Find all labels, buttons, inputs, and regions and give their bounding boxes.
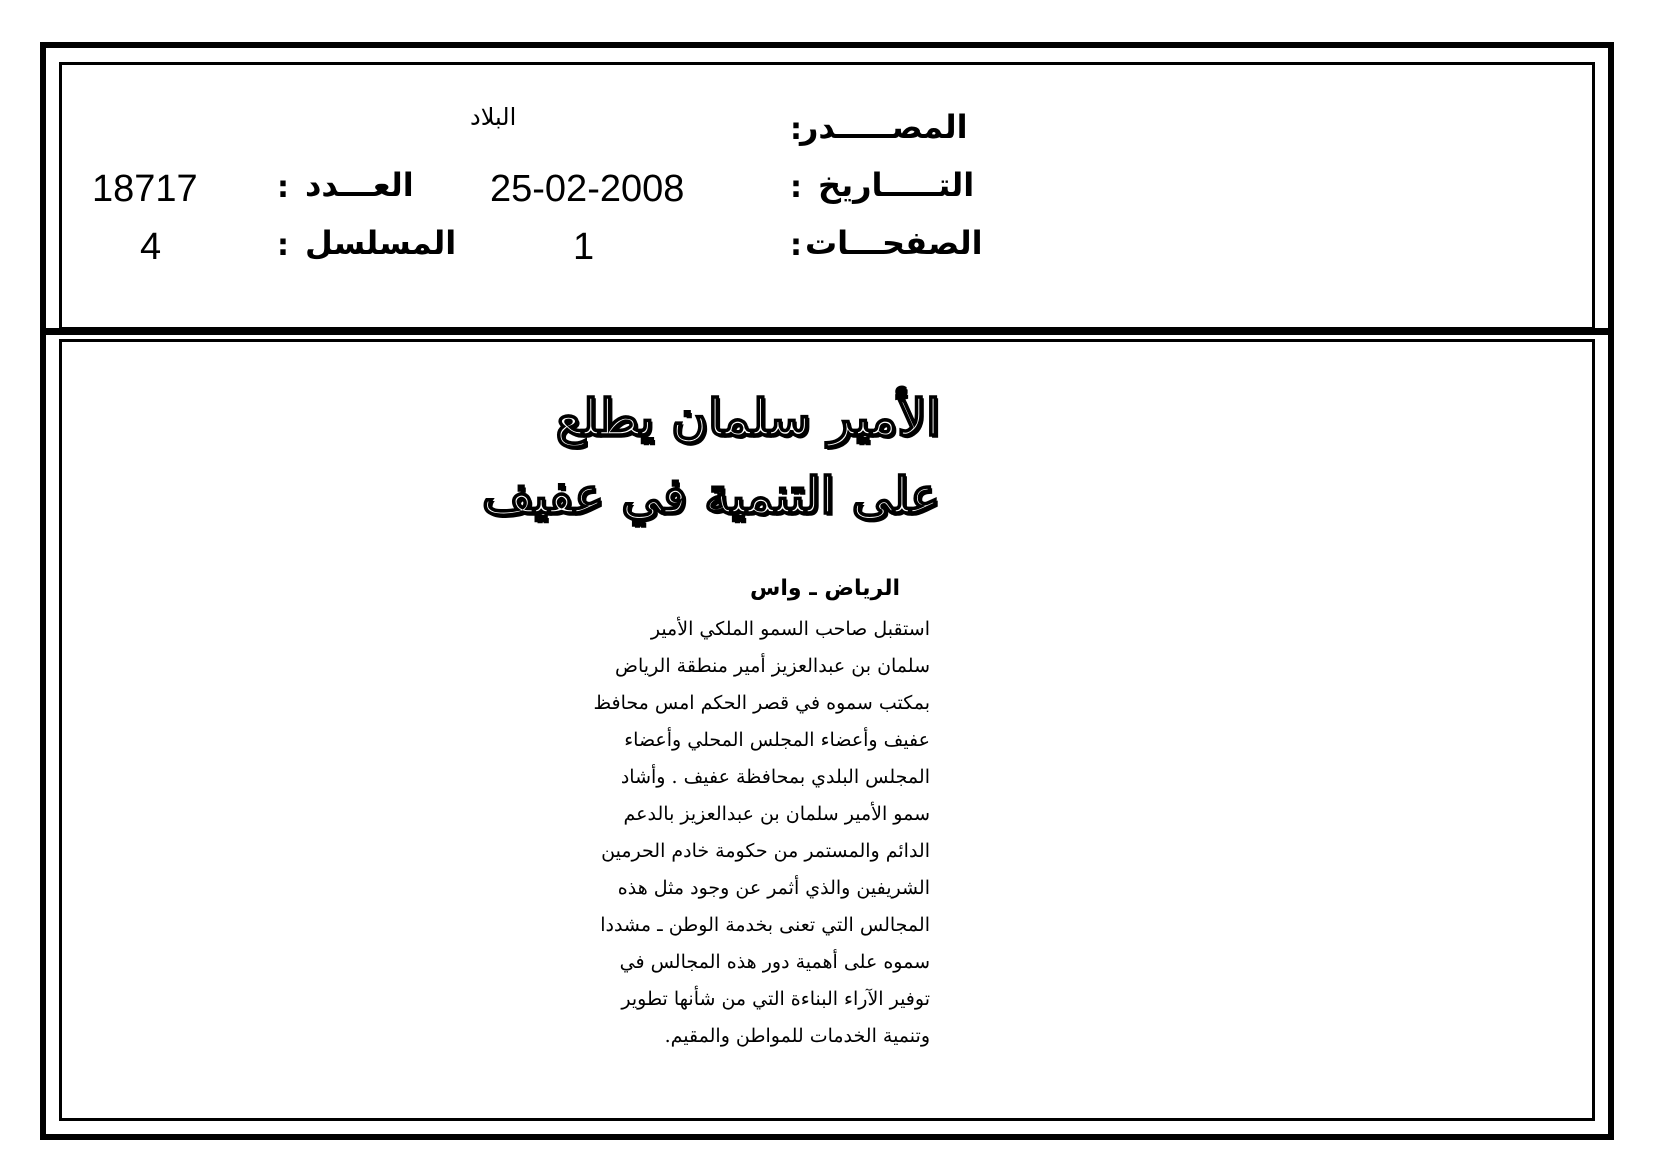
issue-value: 18717	[92, 168, 198, 210]
source-colon: :	[790, 112, 802, 147]
article-line: الدائم والمستمر من حكومة خادم الحرمين	[601, 840, 930, 862]
date-label: التـــــاريخ	[818, 166, 975, 204]
date-value: 25-02-2008	[490, 168, 685, 210]
article-line: استقبل صاحب السمو الملكي الأمير	[650, 618, 930, 640]
headline-line-1: الأمير سلمان يطلع	[555, 388, 940, 447]
article-line: سموه على أهمية دور هذه المجالس في	[619, 951, 930, 973]
article-dateline: الرياض ـ واس	[749, 576, 900, 601]
source-value: البلاد	[470, 103, 517, 131]
article-line: الشريفين والذي أثمر عن وجود مثل هذه	[617, 877, 930, 899]
headline-line-2: على التنمية في عفيف	[482, 466, 940, 525]
pages-colon: :	[790, 228, 802, 263]
article-line: بمكتب سموه في قصر الحكم امس محافظ	[593, 692, 930, 714]
article-line: سمو الأمير سلمان بن عبدالعزيز بالدعم	[623, 803, 930, 825]
article-line: المجالس التي تعنى بخدمة الوطن ـ مشددا	[600, 914, 930, 936]
header-separator	[40, 328, 1614, 335]
issue-colon: :	[277, 170, 289, 205]
source-label: المصـــــدر	[800, 108, 968, 146]
serial-colon: :	[277, 228, 289, 263]
issue-label: العـــدد	[305, 166, 414, 204]
date-colon: :	[790, 170, 802, 205]
pages-label: الصفحـــات	[805, 224, 983, 262]
article-line: وتنمية الخدمات للمواطن والمقيم.	[664, 1025, 930, 1047]
article-line: توفير الآراء البناءة التي من شأنها تطوير	[621, 988, 930, 1010]
article-line: عفيف وأعضاء المجلس المحلي وأعضاء	[624, 729, 930, 751]
article-line: المجلس البلدي بمحافظة عفيف . وأشاد	[620, 766, 930, 788]
serial-value: 4	[140, 226, 162, 268]
article-line: سلمان بن عبدالعزيز أمير منطقة الرياض	[615, 655, 930, 677]
pages-value: 1	[573, 226, 595, 268]
serial-label: المسلسل	[305, 224, 457, 262]
